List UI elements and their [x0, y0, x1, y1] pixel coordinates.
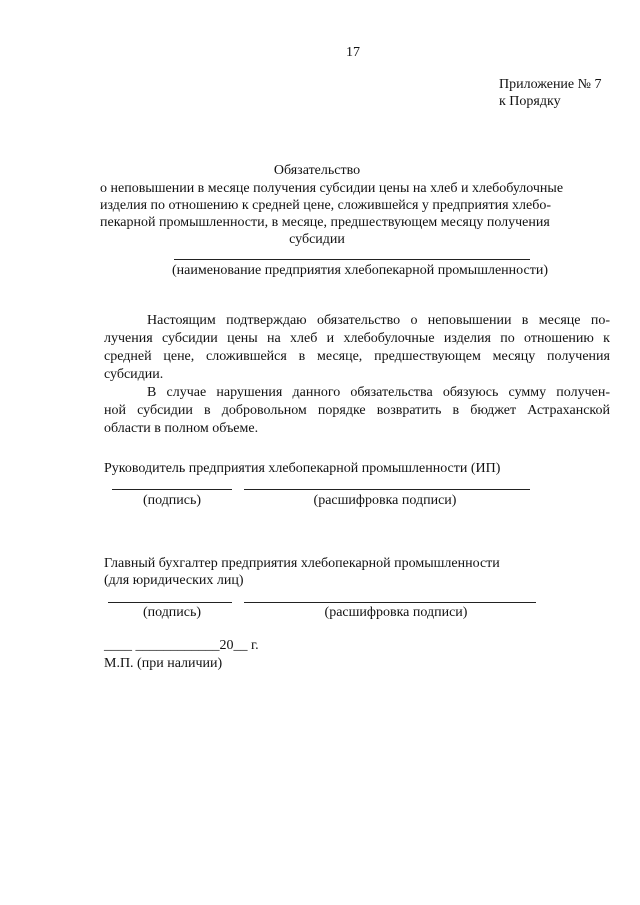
accountant-signature-caption: (подпись) [142, 605, 202, 620]
enterprise-name-caption: (наименование предприятия хлебопекарной промышленности) [172, 263, 548, 278]
head-decryption-caption: (расшифровка подписи) [313, 493, 457, 508]
paragraph-2-line-1: В случае нарушения данного обязательства обязуюсь сумму получен- [147, 385, 610, 400]
accountant-decryption-caption: (расшифровка подписи) [324, 605, 468, 620]
title-line-1: о неповышении в месяце получения субсидии цены на хлеб и хлебобулочные [100, 181, 564, 196]
page-number: 17 [346, 45, 360, 60]
head-signature-line [112, 489, 232, 490]
paragraph-2-line-2: ной субсидии в добровольном порядке возвратить в бюджет Астраханской [104, 403, 610, 418]
title-line-3: пекарной промышленности, в месяце, предшествующем месяцу получения [100, 215, 550, 230]
head-signature-label: Руководитель предприятия хлебопекарной промышленности (ИП) [104, 461, 501, 476]
title-line-2: изделия по отношению к средней цене, сложившейся у предприятия хлебо- [100, 198, 552, 213]
paragraph-1-line-2: лучения субсидии цены на хлеб и хлебобулочные изделия по отношению к [104, 331, 610, 346]
paragraph-1-line-1: Настоящим подтверждаю обязательство о неповышении в месяце по- [147, 313, 610, 328]
date-field: ____ ____________20__ г. [104, 638, 259, 653]
title-line-4: субсидии [289, 232, 345, 247]
document-title: Обязательство [273, 163, 361, 178]
enterprise-name-line [174, 259, 530, 260]
accountant-signature-line [108, 602, 232, 603]
appendix-reference: к Порядку [499, 94, 561, 109]
paragraph-1-line-3: средней цене, сложившейся в месяце, предшествующем месяцу получения [104, 349, 610, 364]
accountant-decryption-line [244, 602, 536, 603]
head-signature-caption: (подпись) [142, 493, 202, 508]
appendix-number: Приложение № 7 [499, 77, 602, 92]
head-decryption-line [244, 489, 530, 490]
accountant-signature-note: (для юридических лиц) [104, 573, 244, 588]
accountant-signature-label: Главный бухгалтер предприятия хлебопекарной промышленности [104, 556, 500, 571]
paragraph-2-line-3: области в полном объеме. [104, 421, 259, 436]
paragraph-1-line-4: субсидии. [104, 367, 164, 382]
stamp-note: М.П. (при наличии) [104, 656, 223, 671]
